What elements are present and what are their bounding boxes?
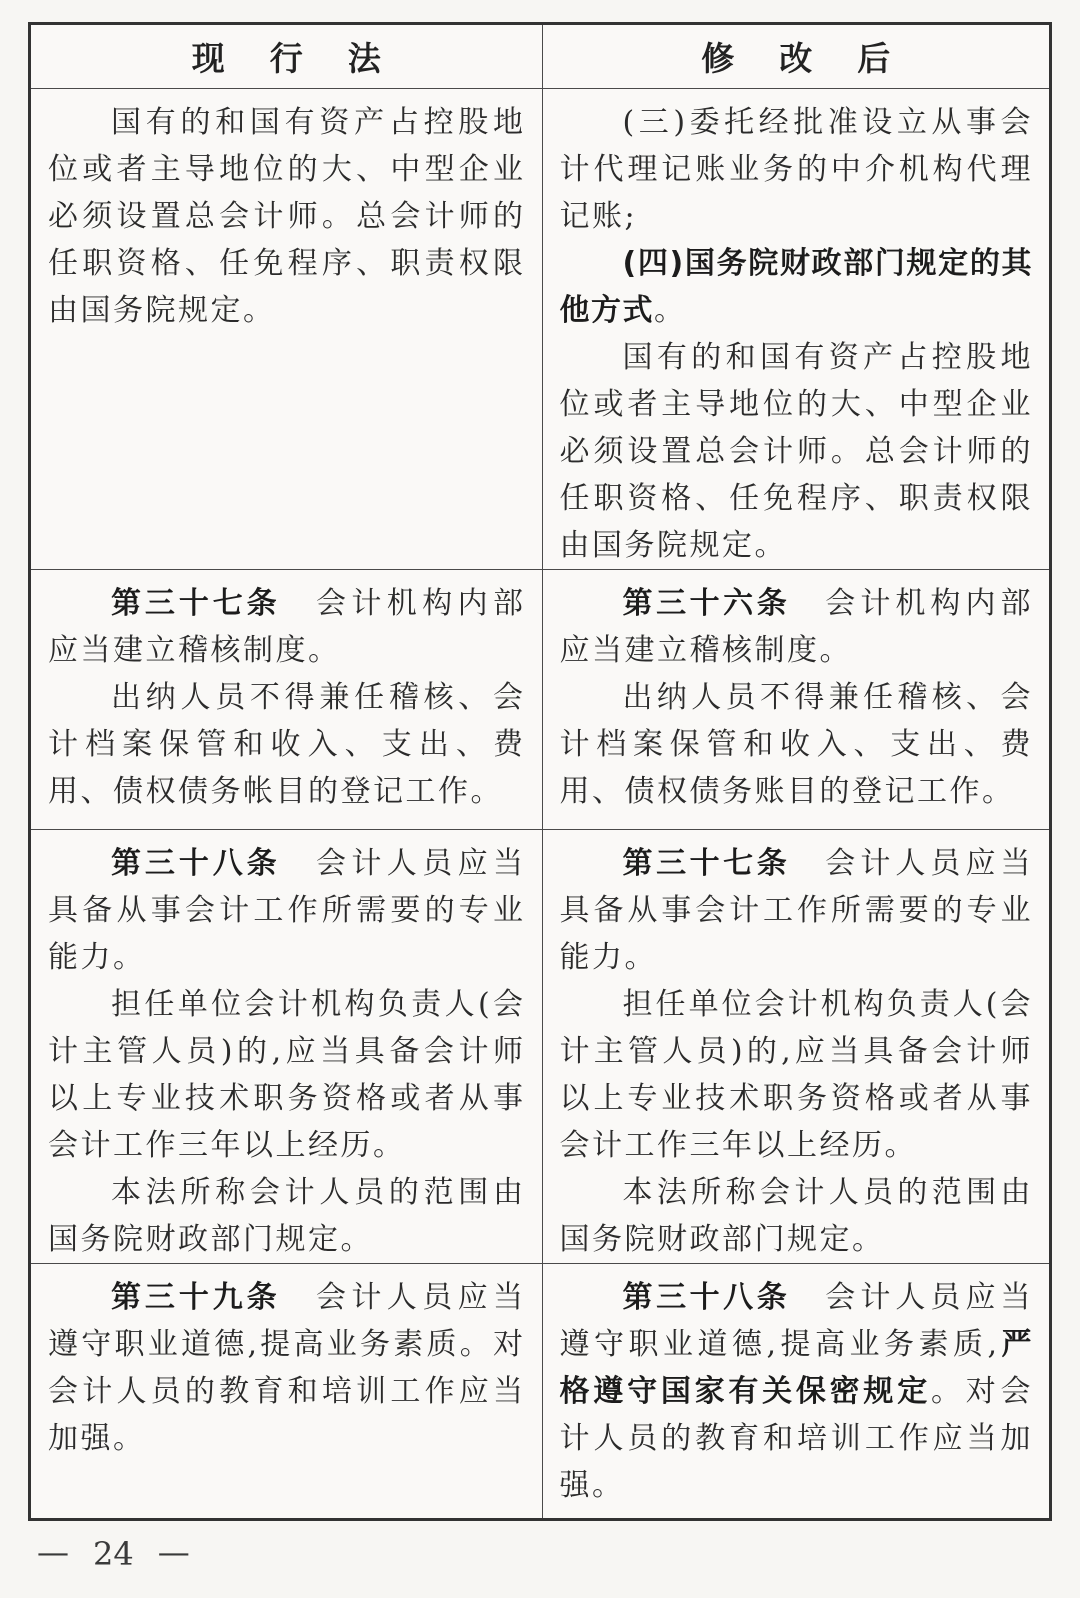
amended-bold-text: 严格遵守国家有关保密规定 <box>559 1327 1034 1409</box>
law-paragraph <box>560 1274 1033 1509</box>
law-paragraph: 国有的和国有资产占控股地位或者主导地位的大、中型企业必须设置总会计师。总会计师的任职资格、任免程序、职责权限由国务院规定。 <box>559 340 1033 563</box>
table-row <box>30 830 1051 1264</box>
law-paragraph <box>48 580 526 674</box>
law-paragraph: 出纳人员不得兼任稽核、会计档案保管和收入、支出、费用、债权债务账目的登记工作。 <box>559 680 1033 809</box>
law-paragraph: 本法所称会计人员的范围由国务院财政部门规定。 <box>559 1175 1033 1257</box>
cell-row2-after-amendment <box>542 570 1050 830</box>
law-paragraph: 担任单位会计机构负责人(会计主管人员)的,应当具备会计师以上专业技术职务资格或者从事会计工作三年以上经历。 <box>559 987 1033 1163</box>
cell-row2-current-law <box>30 570 543 830</box>
paragraph-text: 会计人员应当具备从事会计工作所需要的专业能力。 <box>559 846 1034 975</box>
paragraph-text: 会计人员应当遵守职业道德,提高业务素质。对会计人员的教育和培训工作应当加强。 <box>48 1280 526 1456</box>
table-row <box>30 1264 1051 1520</box>
paragraph-text: 。 <box>654 293 687 328</box>
table-header-row <box>30 24 1051 89</box>
article-number: 第三十七条 <box>111 586 281 621</box>
header-current-law: 现行法 <box>30 24 543 89</box>
law-comparison-table <box>28 22 1052 1521</box>
paragraph-text: 。对会计人员的教育和培训工作应当加强。 <box>559 1374 1034 1503</box>
footer-dash-left: — <box>37 1533 69 1571</box>
paragraph-text: 会计人员应当遵守职业道德,提高业务素质, <box>559 1280 1034 1362</box>
paragraph-text: 会计机构内部应当建立稽核制度。 <box>559 586 1034 668</box>
table-row <box>30 89 1051 570</box>
article-number: 第三十八条 <box>622 1280 791 1315</box>
cell-row3-current-law <box>30 830 543 1264</box>
law-paragraph <box>560 240 1033 334</box>
law-paragraph: 本法所称会计人员的范围由国务院财政部门规定。 <box>48 1175 526 1257</box>
amended-bold-text: (四)国务院财政部门规定的其他方式 <box>559 246 1033 328</box>
law-paragraph <box>48 840 526 981</box>
cell-row4-current-law <box>30 1264 543 1520</box>
header-after-amendment: 修改后 <box>542 24 1050 89</box>
cell-row4-after-amendment <box>542 1264 1050 1520</box>
law-paragraph: 国有的和国有资产占控股地位或者主导地位的大、中型企业必须设置总会计师。总会计师的任职资格、任免程序、职责权限由国务院规定。 <box>48 105 526 328</box>
law-paragraph: (三)委托经批准设立从事会计代理记账业务的中介机构代理记账; <box>559 105 1033 234</box>
footer-dash-right: — <box>157 1533 190 1571</box>
cell-row1-after-amendment <box>542 89 1050 570</box>
cell-row3-after-amendment <box>542 830 1050 1264</box>
page-number <box>37 1535 190 1573</box>
law-paragraph <box>560 840 1033 981</box>
article-number: 第三十八条 <box>111 846 281 881</box>
article-number: 第三十七条 <box>622 846 791 881</box>
article-number: 第三十九条 <box>111 1280 281 1315</box>
cell-row1-current-law <box>30 89 543 570</box>
law-paragraph <box>560 580 1033 674</box>
table-row <box>30 570 1051 830</box>
law-paragraph <box>48 1274 526 1462</box>
paragraph-text: 会计人员应当具备从事会计工作所需要的专业能力。 <box>48 846 526 975</box>
footer-page-number: 24 <box>93 1535 134 1573</box>
paragraph-text: 会计机构内部应当建立稽核制度。 <box>48 586 526 668</box>
article-number: 第三十六条 <box>622 586 791 621</box>
law-paragraph: 担任单位会计机构负责人(会计主管人员)的,应当具备会计师以上专业技术职务资格或者从事会计工作三年以上经历。 <box>48 987 526 1163</box>
law-paragraph: 出纳人员不得兼任稽核、会计档案保管和收入、支出、费用、债权债务帐目的登记工作。 <box>48 680 526 809</box>
